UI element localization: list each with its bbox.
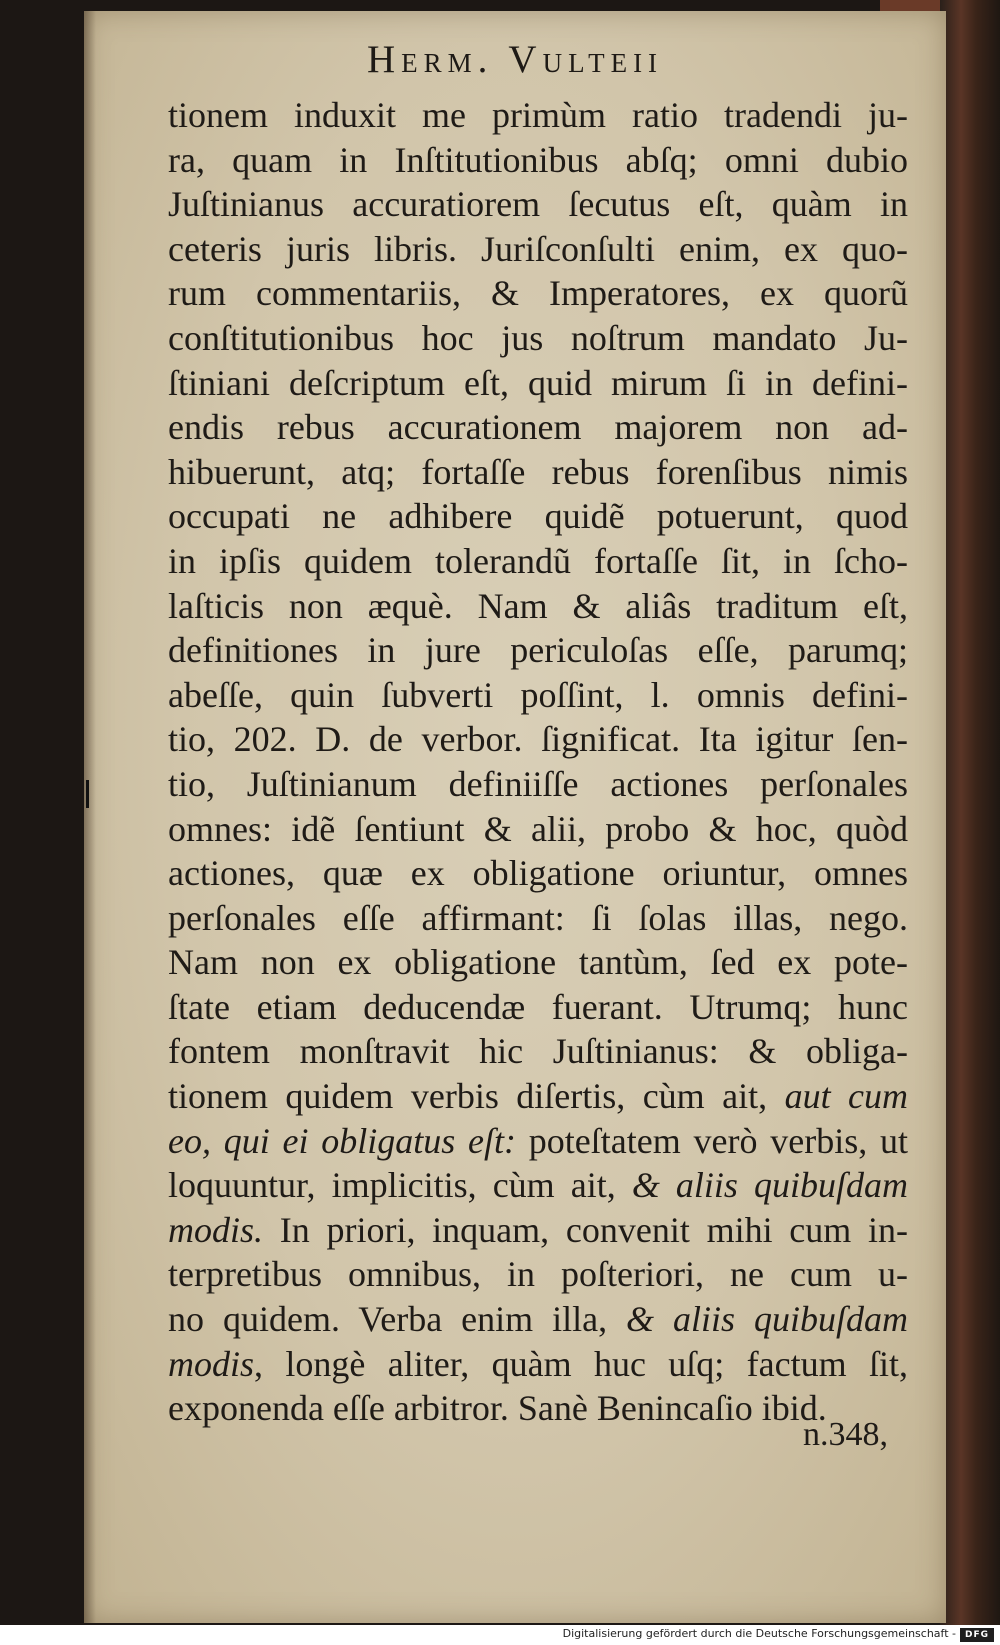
text-line: [168, 316, 908, 361]
book-page: [84, 11, 946, 1623]
text-line: [168, 628, 908, 673]
dfg-logo: DFG: [960, 1628, 994, 1642]
text-segment: in ipſis quidem tolerandũ fortaſſe ſit, in ſcho-: [168, 540, 908, 581]
italic-quotation: modis: [168, 1343, 255, 1384]
text-line: [168, 1297, 908, 1342]
italic-quotation: & aliis quibuſdam: [626, 1299, 908, 1340]
text-line: [168, 539, 908, 584]
text-segment: conſtitutionibus hoc jus noſtrum mandato Ju-: [168, 317, 908, 358]
digitization-footer: [0, 1625, 1000, 1645]
text-line: [168, 985, 908, 1030]
text-line: [168, 1074, 908, 1119]
margin-mark: [86, 780, 89, 808]
text-line: [168, 182, 908, 227]
italic-quotation: & aliis quibuſdam: [631, 1165, 908, 1206]
text-segment: loquuntur, implicitis, cùm ait,: [168, 1165, 632, 1206]
text-segment: Juſtinianus accuratiorem ſecutus eſt, quàm in: [168, 184, 908, 225]
text-segment: terpretibus omnibus, in poſteriori, ne cum u-: [168, 1254, 908, 1295]
text-segment: rum commentariis, & Imperatores, ex quorũ: [168, 273, 908, 314]
text-line: [168, 1163, 908, 1208]
text-line: [168, 940, 908, 985]
text-line: [168, 807, 908, 852]
catchword: n.348,: [803, 1416, 888, 1453]
running-title: Herm. Vulteii: [366, 38, 664, 81]
italic-quotation: aut cum: [784, 1076, 908, 1117]
text-line: [168, 450, 908, 495]
text-segment: exponenda eſſe arbitror. Sanè Benincaſio ibid.: [168, 1388, 827, 1429]
text-segment: poteſtatem verò verbis, ut: [516, 1120, 908, 1161]
text-line: [168, 138, 908, 183]
text-line: [168, 227, 908, 272]
text-line: [168, 717, 908, 762]
text-segment: laſticis non æquè. Nam & aliâs traditum eſt,: [168, 585, 908, 626]
text-segment: hibuerunt, atq; fortaſſe rebus forenſibus nimis: [168, 451, 908, 492]
text-segment: endis rebus accurationem majorem non ad-: [168, 407, 908, 448]
text-segment: In priori, inquam, convenit mihi cum in-: [263, 1209, 908, 1250]
page-gutter-shadow: [84, 11, 96, 1623]
text-segment: ceteris juris libris. Juriſconſulti enim, ex quo-: [168, 228, 908, 269]
text-line: [168, 494, 908, 539]
text-segment: definitiones in jure periculoſas eſſe, parumq;: [168, 630, 908, 671]
text-segment: tionem quidem verbis diſertis, cùm ait,: [168, 1076, 785, 1117]
text-line: [168, 1208, 908, 1253]
text-line: [168, 896, 908, 941]
book-spine-edge: [940, 0, 1000, 1625]
text-line: [168, 93, 908, 138]
text-line: [168, 1252, 908, 1297]
text-segment: omnes: idẽ ſentiunt & alii, probo & hoc, quòd: [168, 808, 908, 849]
text-segment: tio, 202. D. de verbor. ſignificat. Ita igitur ſen-: [168, 719, 908, 760]
text-line: [168, 1029, 908, 1074]
text-segment: ra, quam in Inſtitutionibus abſq; omni dubio: [168, 139, 908, 180]
text-line: [168, 405, 908, 450]
italic-quotation: modis.: [168, 1209, 264, 1250]
text-segment: ſtiniani deſcriptum eſt, quid mirum ſi in defini-: [168, 362, 908, 403]
text-line: [168, 1119, 908, 1164]
text-segment: , longè aliter, quàm huc uſq; factum ſit,: [254, 1343, 908, 1384]
italic-quotation: eo, qui ei obligatus eſt:: [168, 1120, 517, 1161]
funding-credit: Digitalisierung gefördert durch die Deutsche Forschungsgemeinschaft -: [562, 1627, 956, 1640]
text-segment: tionem induxit me primùm ratio tradendi ju-: [168, 95, 908, 135]
text-segment: no quidem. Verba enim illa,: [168, 1299, 627, 1340]
text-line: [168, 271, 908, 316]
text-line: [168, 1342, 908, 1387]
text-segment: tio, Juſtinianum definiiſſe actiones perſonales: [168, 763, 908, 804]
text-line: [168, 762, 908, 807]
text-segment: Nam non ex obligatione tantùm, ſed ex pote-: [168, 942, 908, 983]
text-segment: actiones, quæ ex obligatione oriuntur, omnes: [168, 853, 908, 894]
text-line: [168, 361, 908, 406]
text-segment: fontem monſtravit hic Juſtinianus: & obliga-: [168, 1031, 908, 1072]
text-line: [168, 673, 908, 718]
text-line: [168, 1386, 908, 1431]
text-segment: perſonales eſſe affirmant: ſi ſolas illas, nego.: [168, 897, 908, 938]
text-segment: ſtate etiam deducendæ fuerant. Utrumq; hunc: [168, 986, 908, 1027]
text-line: [168, 584, 908, 629]
text-segment: abeſſe, quin ſubverti poſſint, l. omnis defini-: [168, 674, 908, 715]
text-line: [168, 851, 908, 896]
page-body-text: [168, 93, 908, 1431]
text-segment: occupati ne adhibere quidẽ potuerunt, quod: [168, 496, 908, 537]
